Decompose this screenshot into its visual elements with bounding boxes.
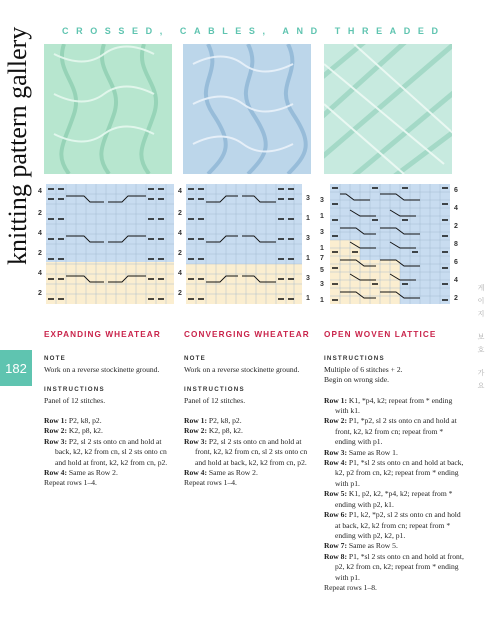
repeat-instruction: Repeat rows 1–4. <box>184 478 237 488</box>
margin-note: 게 이 지 보 호 가 요 <box>477 284 485 390</box>
swatch-photo-converging-wheatear <box>183 44 311 174</box>
row-instruction: Row 1: P2, k8, p2. <box>184 416 242 426</box>
chart-row-number: 1 <box>306 295 310 302</box>
instructions-label: INSTRUCTIONS <box>324 355 385 363</box>
instructions-text: Panel of 12 stitches. <box>44 395 106 405</box>
instructions-label: INSTRUCTIONS <box>44 386 105 394</box>
chart-row-number: 4 <box>454 277 458 284</box>
chart-row-number: 3 <box>306 235 310 242</box>
chart-row-number: 2 <box>178 210 182 217</box>
chart-row-number: 4 <box>178 188 182 195</box>
row-instruction: Row 8: P1, *sl 2 sts onto cn and hold at front, p2, k2 from cn, k2; repeat from * ending with p1. <box>324 551 464 582</box>
chart-converging-wheatear <box>176 184 321 309</box>
chart-row-number: 6 <box>454 259 458 266</box>
note-text: Work on a reverse stockinette ground. <box>44 364 160 374</box>
row-list <box>184 416 316 489</box>
row-instruction: Row 7: Same as Row 5. <box>324 541 398 551</box>
instructions-text: Multiple of 6 stitches + 2. <box>324 364 403 374</box>
chart-row-number: 1 <box>320 245 324 252</box>
chart-row-number: 4 <box>38 188 42 195</box>
row-list <box>324 396 464 594</box>
pattern-title: CONVERGING WHEATEAR <box>184 330 310 339</box>
chart-row-number: 8 <box>454 241 458 248</box>
row-instruction: Row 1: P2, k8, p2. <box>44 416 102 426</box>
chart-row-number: 2 <box>38 250 42 257</box>
row-instruction: Row 4: Same as Row 2. <box>44 468 118 478</box>
chart-row-number: 1 <box>320 213 324 220</box>
pattern-column-open-woven-lattice <box>324 330 464 593</box>
row-instruction: Row 3: Same as Row 1. <box>324 447 398 457</box>
chart-row-number: 2 <box>454 295 458 302</box>
instructions-text-2: Begin on wrong side. <box>324 375 389 385</box>
chart-row-number: 4 <box>38 230 42 237</box>
chart-row-number: 3 <box>306 275 310 282</box>
chart-row-number: 1 <box>306 255 310 262</box>
chart-row-number: 2 <box>454 223 458 230</box>
pattern-column-expanding-wheatear <box>44 330 176 489</box>
swatch-photo-open-woven-lattice <box>324 44 452 174</box>
repeat-instruction: Repeat rows 1–8. <box>324 582 377 592</box>
row-instruction: Row 6: P1, k2, *p2, sl 2 sts onto cn and hold at back, k2, k2 from cn; repeat from * ending with p2, k2, p1. <box>324 510 461 540</box>
pattern-title: EXPANDING WHEATEAR <box>44 330 161 339</box>
chart-row-number: 1 <box>320 297 324 304</box>
pattern-column-converging-wheatear <box>184 330 316 489</box>
row-instruction: Row 2: K2, p8, k2. <box>184 426 243 436</box>
row-instruction: Row 3: P2, sl 2 sts onto cn and hold at back, k2, k2 from cn, sl 2 sts onto cn and hold at front, k2, k2 from cn, p2. <box>44 436 168 467</box>
chart-expanding-wheatear <box>36 184 176 309</box>
pattern-title: OPEN WOVEN LATTICE <box>324 330 437 339</box>
chart-row-number: 7 <box>320 255 324 262</box>
row-instruction: Row 5: K1, p2, k2, *p4, k2; repeat from * ending with p2, k1. <box>324 489 453 509</box>
chart-row-number: 4 <box>178 270 182 277</box>
row-instruction: Row 2: K2, p8, k2. <box>44 426 103 436</box>
note-label: NOTE <box>44 355 66 363</box>
row-instruction: Row 3: P2, sl 2 sts onto cn and hold at front, k2, k2 from cn, sl 2 sts onto cn and hold at back, k2, k2 from cn, p2. <box>184 436 308 467</box>
chart-row-number: 6 <box>454 187 458 194</box>
row-instruction: Row 1: K1, *p4, k2; repeat from * ending with k1. <box>324 395 453 416</box>
chart-row-number: 4 <box>178 230 182 237</box>
repeat-instruction: Repeat rows 1–4. <box>44 478 97 488</box>
chart-row-number: 2 <box>178 290 182 297</box>
swatch-photo-expanding-wheatear <box>44 44 172 174</box>
row-instruction: Row 4: P1, *sl 2 sts onto cn and hold at back, k2, p2 from cn, k2; repeat from * ending with p1. <box>324 458 464 488</box>
page-number: 182 <box>0 350 32 386</box>
row-list <box>44 416 176 489</box>
chart-row-number: 2 <box>178 250 182 257</box>
chart-row-number: 1 <box>306 215 310 222</box>
chart-row-number: 4 <box>454 205 458 212</box>
row-instruction: Row 4: Same as Row 2. <box>184 468 258 478</box>
instructions-label: INSTRUCTIONS <box>184 386 245 394</box>
chart-row-number: 2 <box>38 290 42 297</box>
chart-row-number: 3 <box>320 229 324 236</box>
book-title: knitting pattern gallery <box>3 26 32 265</box>
chart-open-woven-lattice <box>316 184 461 309</box>
row-instruction: Row 2: P1, *p2, sl 2 sts onto cn and hold at front, k2, k2 from cn; repeat from * ending with p1. <box>324 416 457 447</box>
instructions-text: Panel of 12 stitches. <box>184 395 246 405</box>
section-header: CROSSED, CABLES, AND THREADED <box>62 26 446 36</box>
chart-row-number: 5 <box>320 267 324 274</box>
note-label: NOTE <box>184 355 206 363</box>
chart-row-number: 3 <box>306 195 310 202</box>
chart-row-number: 4 <box>38 270 42 277</box>
chart-row-number: 3 <box>320 197 324 204</box>
note-text: Work on a reverse stockinette ground. <box>184 364 300 374</box>
chart-row-number: 2 <box>38 210 42 217</box>
chart-row-number: 3 <box>320 281 324 288</box>
